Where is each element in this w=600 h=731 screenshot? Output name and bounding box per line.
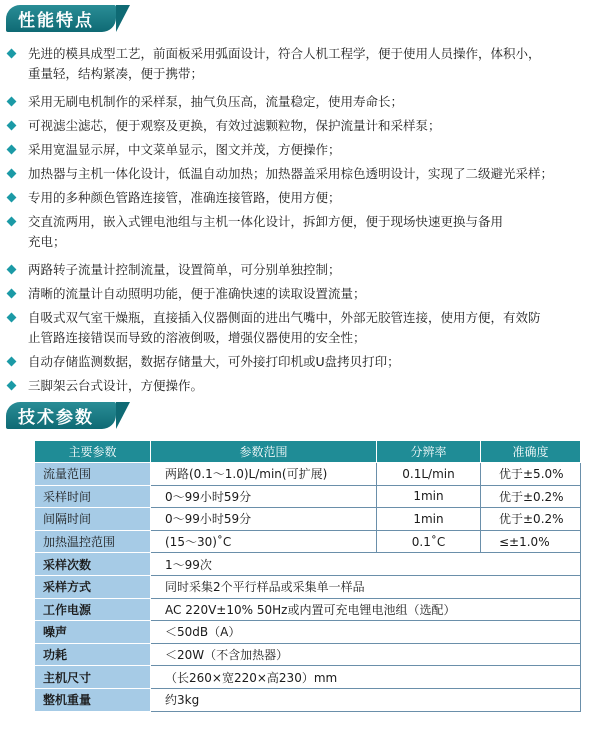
param-name: 流量范围 (35, 463, 151, 486)
param-accuracy: 优于±5.0% (481, 463, 581, 486)
feature-text: 三脚架云台式设计，方便操作。 (28, 378, 204, 393)
column-header: 主要参数 (35, 441, 151, 463)
param-accuracy: ≤±1.0% (481, 530, 581, 553)
table-row (35, 575, 581, 598)
param-range: (15～30)˚C (151, 530, 377, 553)
param-name: 间隔时间 (35, 508, 151, 531)
feature-item (28, 260, 580, 280)
feature-item (28, 376, 580, 396)
diamond-bullet-icon (7, 49, 17, 59)
feature-text: 充电； (28, 234, 66, 249)
param-resolution: 1min (377, 508, 481, 531)
param-name: 加热温控范围 (35, 530, 151, 553)
feature-item (28, 308, 580, 348)
feature-item (28, 44, 580, 84)
diamond-bullet-icon (7, 289, 17, 299)
feature-text: 自吸式双气室干燥瓶，直接插入仪器侧面的进出气嘴中，外部无胶管连接，使用方便，有效防 (28, 310, 541, 325)
param-accuracy: 优于±0.2% (481, 485, 581, 508)
table-row (35, 508, 581, 531)
feature-text: 止管路连接错误而导致的溶液倒吸，增强仪器使用的安全性； (28, 330, 366, 345)
param-accuracy: 优于±0.2% (481, 508, 581, 531)
param-value: ＜50dB（A） (151, 621, 581, 644)
column-header: 准确度 (481, 441, 581, 463)
feature-text: 采用宽温显示屏，中文菜单显示，图文并茂，方便操作； (28, 142, 341, 157)
table-row (35, 530, 581, 553)
diamond-bullet-icon (7, 381, 17, 391)
param-name: 噪声 (35, 621, 151, 644)
feature-text: 清晰的流量计自动照明功能，便于准确快速的读取设置流量； (28, 286, 366, 301)
diamond-bullet-icon (7, 313, 17, 323)
feature-text: 自动存储监测数据，数据存储量大，可外接打印机或U盘拷贝打印； (28, 354, 400, 369)
feature-text: 加热器与主机一体化设计，低温自动加热；加热器盖采用棕色透明设计，实现了二级避光采样； (28, 166, 554, 181)
feature-text: 重量轻，结构紧凑，便于携带； (28, 66, 204, 81)
section-header-features (6, 5, 116, 32)
section-title-features: 性能特点 (6, 5, 116, 32)
param-name: 采样时间 (35, 485, 151, 508)
feature-text: 两路转子流量计控制流量，设置简单，可分别单独控制； (28, 262, 341, 277)
param-value: 同时采集2个平行样品或采集单一样品 (151, 575, 581, 598)
table-row (35, 666, 581, 689)
spec-table (34, 440, 581, 712)
param-resolution: 0.1˚C (377, 530, 481, 553)
table-row (35, 485, 581, 508)
table-header-row (35, 441, 581, 463)
param-range: 0～99小时59分 (151, 485, 377, 508)
param-value: ＜20W（不含加热器） (151, 643, 581, 666)
feature-item (28, 164, 580, 184)
feature-text: 可视滤尘滤芯，便于观察及更换，有效过滤颗粒物，保护流量计和采样泵； (28, 118, 441, 133)
table-row (35, 643, 581, 666)
column-header: 参数范围 (151, 441, 377, 463)
table-row (35, 463, 581, 486)
param-value: （长260×宽220×高230）mm (151, 666, 581, 689)
feature-item (28, 352, 580, 372)
param-value: 约3kg (151, 688, 581, 711)
feature-item (28, 140, 580, 160)
param-resolution: 0.1L/min (377, 463, 481, 486)
feature-text: 专用的多种颜色管路连接管，准确连接管路，使用方便； (28, 190, 341, 205)
table-row (35, 688, 581, 711)
diamond-bullet-icon (7, 357, 17, 367)
diamond-bullet-icon (7, 169, 17, 179)
feature-text: 先进的模具成型工艺，前面板采用弧面设计，符合人机工程学，便于使用人员操作，体积小， (28, 46, 541, 61)
param-range: 两路(0.1～1.0)L/min(可扩展) (151, 463, 377, 486)
section-header-specs (6, 402, 116, 429)
diamond-bullet-icon (7, 265, 17, 275)
param-name: 采样次数 (35, 553, 151, 576)
param-name: 功耗 (35, 643, 151, 666)
feature-text: 采用无刷电机制作的采样泵，抽气负压高，流量稳定，使用寿命长； (28, 94, 404, 109)
feature-item (28, 92, 580, 112)
table-row (35, 621, 581, 644)
param-name: 主机尺寸 (35, 666, 151, 689)
feature-item (28, 212, 580, 252)
feature-item (28, 188, 580, 208)
param-name: 整机重量 (35, 688, 151, 711)
table-row (35, 553, 581, 576)
param-name: 工作电源 (35, 598, 151, 621)
param-name: 采样方式 (35, 575, 151, 598)
param-range: 0～99小时59分 (151, 508, 377, 531)
feature-item (28, 116, 580, 136)
feature-item (28, 284, 580, 304)
table-row (35, 598, 581, 621)
diamond-bullet-icon (7, 145, 17, 155)
diamond-bullet-icon (7, 121, 17, 131)
diamond-bullet-icon (7, 217, 17, 227)
column-header: 分辨率 (377, 441, 481, 463)
diamond-bullet-icon (7, 193, 17, 203)
param-value: AC 220V±10% 50Hz或内置可充电锂电池组（选配） (151, 598, 581, 621)
param-value: 1～99次 (151, 553, 581, 576)
section-title-specs: 技术参数 (6, 402, 116, 429)
diamond-bullet-icon (7, 97, 17, 107)
feature-text: 交直流两用，嵌入式锂电池组与主机一体化设计，拆卸方便，便于现场快速更换与备用 (28, 214, 504, 229)
param-resolution: 1min (377, 485, 481, 508)
